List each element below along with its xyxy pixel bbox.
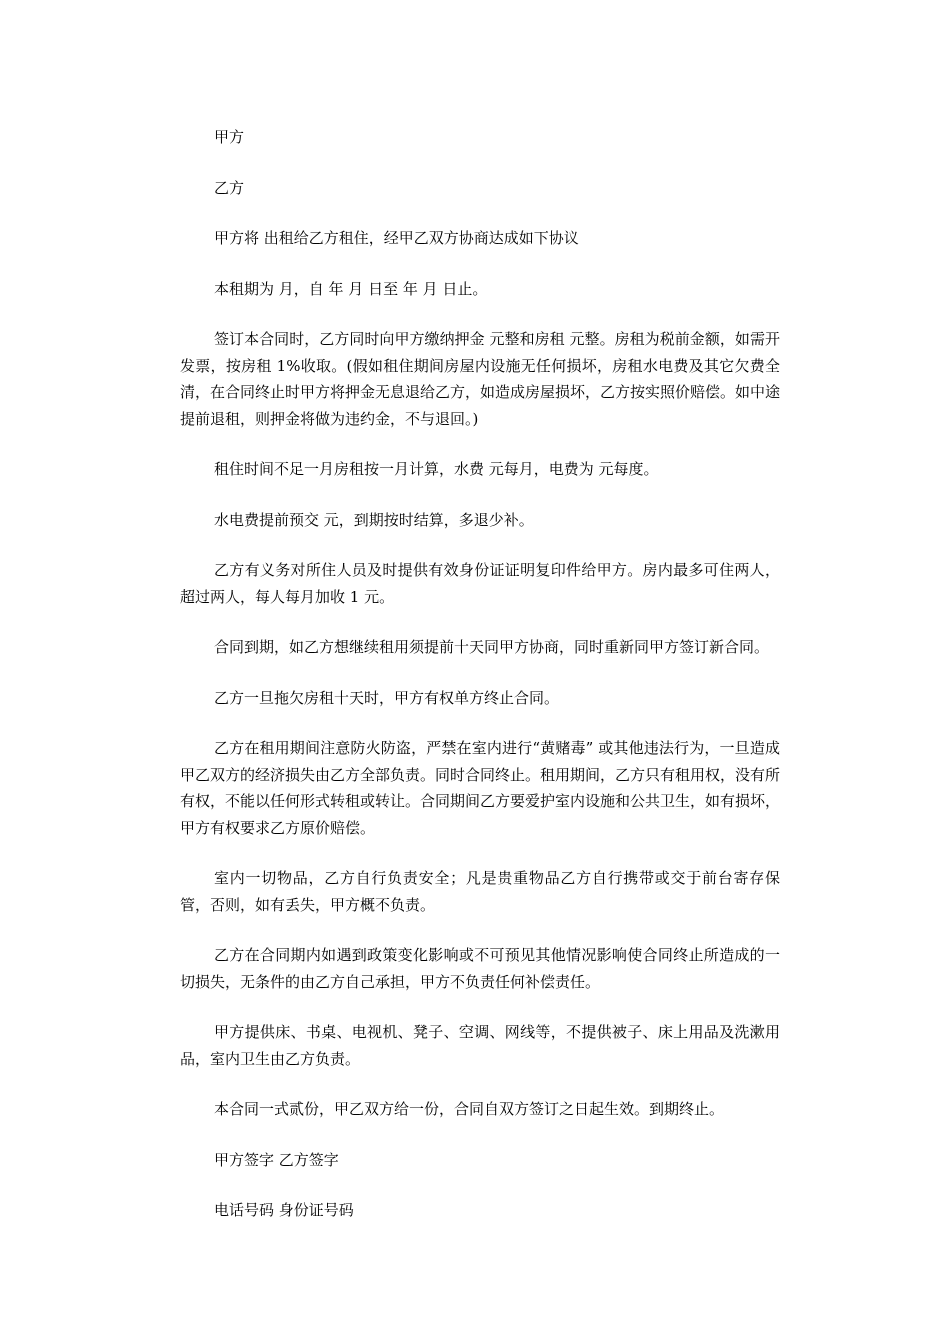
signature-line: 甲方签字 乙方签字 bbox=[214, 1150, 339, 1169]
furnishings-paragraph: 甲方提供床、书桌、电视机、凳子、空调、网线等，不提供被子、床上用品及洗漱用品，室内卫生由乙方负责。 bbox=[180, 1023, 780, 1068]
prepay-paragraph: 水电费提前预交 元，到期按时结算，多退少补。 bbox=[214, 510, 534, 529]
party-b-line: 乙方 bbox=[214, 178, 245, 197]
party-a-line: 甲方 bbox=[214, 128, 245, 146]
belongings-paragraph: 室内一切物品，乙方自行负责安全；凡是贵重物品乙方自行携带或交于前台寄存保管，否则，如有丢失，甲方概不负责。 bbox=[180, 869, 780, 914]
utilities-rate-paragraph: 租住时间不足一月房租按一月计算，水费 元每月，电费为 元每度。 bbox=[214, 460, 659, 478]
contact-line: 电话号码 身份证号码 bbox=[214, 1201, 354, 1219]
copies-paragraph: 本合同一式贰份，甲乙双方给一份，合同自双方签订之日起生效。到期终止。 bbox=[214, 1100, 725, 1118]
deposit-paragraph: 签订本合同时，乙方同时向甲方缴纳押金 元整和房租 元整。房租为税前金额，如需开发票，按房租 1%收取。(假如租住期间房屋内设施无任何损坏，房租水电费及其它欠费全清，在合同终止时甲方将押金无息退给乙方，如造成房屋损坏，乙方按实照价赔偿。如中途提前退租，则押金将做为违约金，不与退回。) bbox=[180, 330, 781, 428]
contract-document bbox=[180, 124, 780, 1248]
renewal-paragraph: 合同到期，如乙方想继续租用须提前十天同甲方协商，同时重新同甲方签订新合同。 bbox=[214, 638, 770, 656]
occupant-id-paragraph: 乙方有义务对所住人员及时提供有效身份证证明复印件给甲方。房内最多可住两人，超过两人，每人每月加收 1 元。 bbox=[180, 561, 780, 606]
arrears-paragraph: 乙方一旦拖欠房租十天时，甲方有权单方终止合同。 bbox=[214, 688, 560, 707]
intro-paragraph: 甲方将 出租给乙方租住，经甲乙双方协商达成如下协议 bbox=[214, 229, 579, 247]
safety-paragraph: 乙方在租用期间注意防火防盗，严禁在室内进行“黄赌毒” 或其他违法行为，一旦造成甲乙双方的经济损失由乙方全部负责。同时合同终止。租用期间，乙方只有租用权，没有所有权，不能以任何形式转租或转让。合同期间乙方要爱护室内设施和公共卫生，如有损坏，甲方有权要求乙方原价赔偿。 bbox=[180, 739, 781, 837]
force-majeure-paragraph: 乙方在合同期内如遇到政策变化影响或不可预见其他情况影响使合同终止所造成的一切损失，无条件的由乙方自己承担，甲方不负责任何补偿责任。 bbox=[180, 946, 780, 991]
term-paragraph: 本租期为 月，自 年 月 日至 年 月 日止。 bbox=[214, 279, 488, 298]
